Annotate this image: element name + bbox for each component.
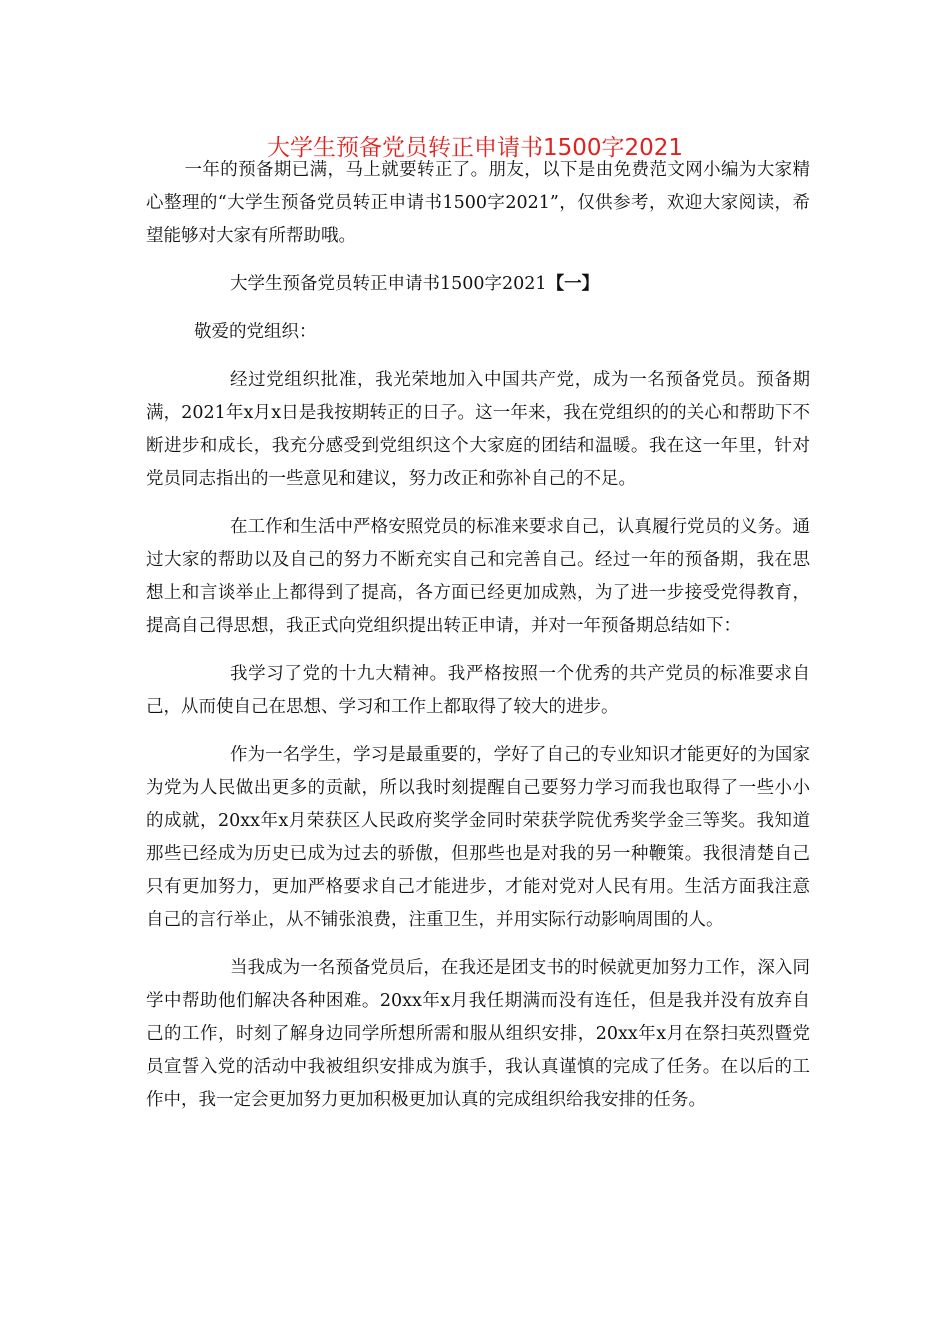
body-paragraph: 我学习了党的十九大精神。我严格按照一个优秀的共产党员的标准要求自己，从而使自己在思想、学习和工作上都取得了较大的进步。 xyxy=(146,664,810,717)
intro-paragraph: 一年的预备期已满，马上就要转正了。朋友，以下是由免费范文网小编为大家精心整理的“大学生预备党员转正申请书1500字2021”，仅供参考，欢迎大家阅读，希望能够对大家有所帮助哦。 xyxy=(146,160,810,246)
salutation: 敬爱的党组织： xyxy=(194,322,317,342)
section-subtitle xyxy=(146,268,810,301)
body-paragraph: 当我成为一名预备党员后，在我还是团支书的时候就更加努力工作，深入同学中帮助他们解决各种困难。20xx年x月我任期满而没有连任，但是我并没有放弃自己的工作，时刻了解身边同学所想所需和服从组织安排，20xx年x月在祭扫英烈暨党员宣誓入党的活动中我被组织安排成为旗手，我认真谨慎的完成了任务。在以后的工作中，我一定会更加努力更加积极更加认真的完成组织给我安排的任务。 xyxy=(146,958,810,1110)
document-title: 大学生预备党员转正申请书1500字2021 xyxy=(266,135,684,162)
body-paragraph: 作为一名学生，学习是最重要的，学好了自己的专业知识才能更好的为国家为党为人民做出更多的贡献，所以我时刻提醒自己要努力学习而我也取得了一些小小的成就，20xx年x月荣获区人民政府奖学金同时荣获学院优秀奖学金三等奖。我知道那些已经成为历史已成为过去的骄傲，但那些也是对我的另一种鞭策。我很清楚自己只有更加努力，更加严格要求自己才能进步，才能对党对人民有用。生活方面我注意自己的言行举止，从不铺张浪费，注重卫生，并用实际行动影响周围的人。 xyxy=(146,745,810,930)
section-subtitle-text: 大学生预备党员转正申请书1500字2021 xyxy=(230,274,547,294)
section-subtitle-number: 【一】 xyxy=(546,274,600,294)
body-paragraph: 经过党组织批准，我光荣地加入中国共产党，成为一名预备党员。预备期满，2021年x月x日是我按期转正的日子。这一年来，我在党组织的的关心和帮助下不断进步和成长，我充分感受到党组织这个大家庭的团结和温暖。我在这一年里，针对党员同志指出的一些意见和建议，努力改正和弥补自己的不足。 xyxy=(146,370,810,489)
body-paragraph: 在工作和生活中严格安照党员的标准来要求自己，认真履行党员的义务。通过大家的帮助以及自己的努力不断充实自己和完善自己。经过一年的预备期，我在思想上和言谈举止上都得到了提高，各方面已经更加成熟，为了进一步接受党得教育，提高自己得思想，我正式向党组织提出转正申请，并对一年预备期总结如下： xyxy=(146,517,810,636)
document-body xyxy=(146,154,810,1117)
